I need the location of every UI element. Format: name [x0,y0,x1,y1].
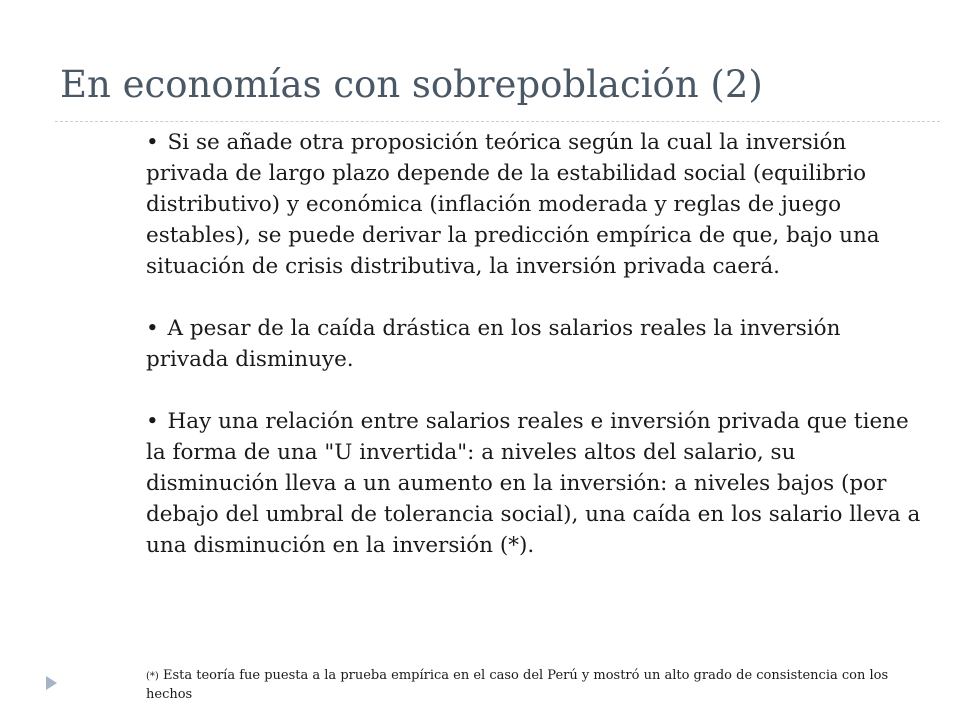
footnote [146,667,926,704]
bullet-icon: • [146,409,159,434]
footnote-marker: (*) [146,671,159,682]
slide-title: En economías con sobrepoblación (2) [60,63,763,106]
title-divider [55,121,940,122]
bullet-item [146,127,922,282]
bullet-icon: • [146,316,159,341]
bullet-icon: • [146,130,159,155]
bullet-text: A pesar de la caída drástica en los salarios reales la inversión privada disminuye. [146,316,841,372]
bullet-text: Si se añade otra proposición teórica según la cual la inversión privada de largo plazo depende de la estabilidad social (equilibrio distributivo) y económica (inflación moderada y reglas de juego estables), se puede derivar la predicción empírica de que, bajo una situación de crisis distributiva, la inversión privada caerá. [146,130,880,279]
footnote-text: Esta teoría fue puesta a la prueba empírica en el caso del Perú y mostró un alto grado de consistencia con los hechos [146,668,889,702]
bullet-item [146,406,922,561]
triangle-bullet-icon [46,676,57,690]
bullet-text: Hay una relación entre salarios reales e inversión privada que tiene la forma de una "U invertida": a niveles altos del salario, su disminución lleva a un aumento en la inversión: a niveles bajos (por debajo del umbral de tolerancia social), una caída en los salario lleva a una disminución en la inversión (*). [146,409,921,558]
slide-body [146,127,922,561]
bullet-item [146,313,922,375]
